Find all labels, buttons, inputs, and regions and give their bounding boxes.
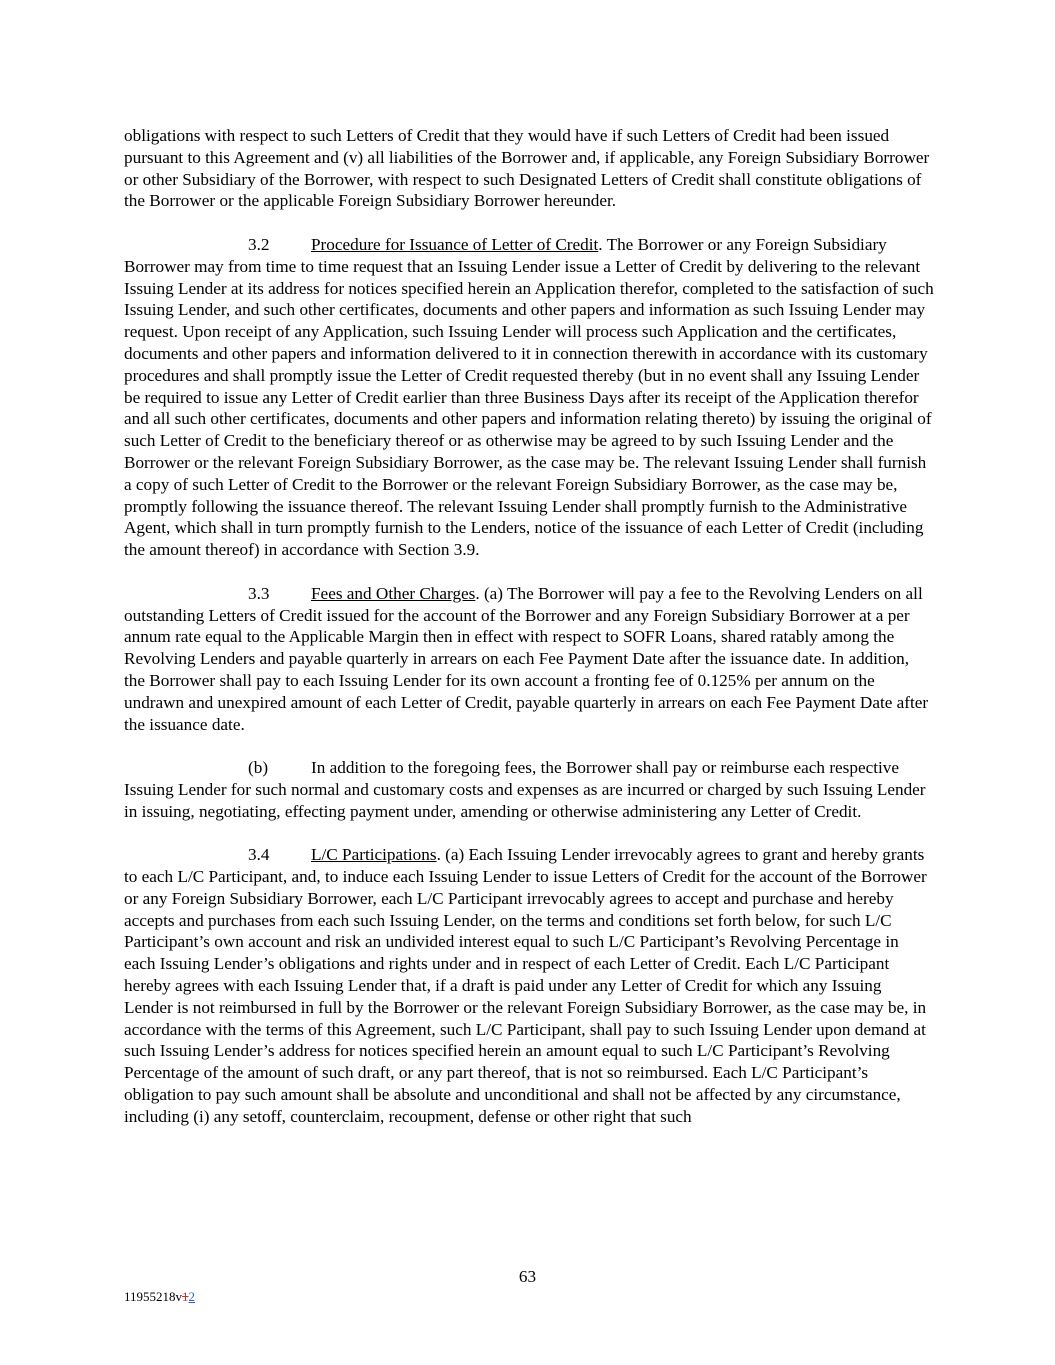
section-text: . (a) The Borrower will pay a fee to the Revolving Lenders on all outstanding Letters of Credit issued for the account of the Borrower and any Foreign Subsidiary Borrower at a per annum rate equal to the Applicable Margin then in effect with respect to SOFR Loans, shared ratably among the Revolving Lenders and payable quarterly in arrears on each Fee Payment Date after the issuance date. In addition, the Borrower shall pay to each Issuing Lender for its own account a fronting fee of 0.125% per annum on the undrawn and unexpired amount of each Letter of Credit, payable quarterly in arrears on each Fee Payment Date after the issuance date. bbox=[124, 583, 929, 734]
document-id bbox=[124, 1286, 195, 1308]
subsection-number: (b) bbox=[248, 758, 269, 778]
paragraph-continuation: obligations with respect to such Letters of Credit that they would have if such Letters of Credit had been issued pursuant to this Agreement and (v) all liabilities of the Borrower and, if applicable, any Foreign Subsidiary Borrower or other Subsidiary of the Borrower, with respect to such Designated Letters of Credit shall constitute obligations of the Borrower or the applicable Foreign Subsidiary Borrower hereunder. bbox=[124, 126, 930, 211]
section-3-2 bbox=[124, 234, 934, 561]
doc-id-deleted-version: 1 bbox=[182, 1289, 189, 1304]
section-number: 3.3 bbox=[248, 583, 270, 603]
doc-id-prefix: 11955218v bbox=[124, 1289, 183, 1304]
section-text: In addition to the foregoing fees, the Borrower shall pay or reimburse each respective Issuing Lender for such normal and customary costs and expenses as are incurred or charged by such Issuing Lender in issuing, negotiating, effecting payment under, amending or otherwise administering any Letter of Credit. bbox=[124, 758, 926, 821]
page-number: 63 bbox=[518, 1267, 537, 1286]
section-3-4 bbox=[124, 844, 934, 1127]
section-heading: Fees and Other Charges bbox=[311, 583, 476, 603]
section-3-3 bbox=[124, 583, 934, 736]
section-heading: L/C Participations bbox=[311, 845, 437, 865]
body-text bbox=[124, 125, 934, 1128]
section-3-3-b bbox=[124, 757, 934, 822]
section-text: . (a) Each Issuing Lender irrevocably agrees to grant and hereby grants to each L/C Participant, and, to induce each Issuing Lender to issue Letters of Credit for the account of the Borrower or any Foreign Subsidiary Borrower, each L/C Participant irrevocably agrees to accept and purchase and hereby accepts and purchases from each such Issuing Lender, on the terms and conditions set forth below, for such L/C Participant’s own account and risk an undivided interest equal to such L/C Participant’s Revolving Percentage in each Issuing Lender’s obligations and rights under and in respect of each Letter of Credit. Each L/C Participant hereby agrees with each Issuing Lender that, if a draft is paid under any Letter of Credit for which any Issuing Lender is not reimbursed in full by the Borrower or the relevant Foreign Subsidiary Borrower, as the case may be, in accordance with the terms of this Agreement, such L/C Participant, shall pay to such Issuing Lender upon demand at such Issuing Lender’s address for notices specified herein an amount equal to such L/C Participant’s Revolving Percentage of the amount of such draft, or any part thereof, that is not so reimbursed. Each L/C Participant’s obligation to pay such amount shall be absolute and unconditional and shall not be affected by any circumstance, including (i) any setoff, counterclaim, recoupment, defense or other right that such bbox=[124, 845, 927, 1126]
section-heading: Procedure for Issuance of Letter of Credit bbox=[311, 234, 599, 254]
section-number: 3.2 bbox=[248, 234, 270, 254]
doc-id-inserted-version: 2 bbox=[188, 1289, 196, 1304]
section-text: . The Borrower or any Foreign Subsidiary Borrower may from time to time request that an Issuing Lender issue a Letter of Credit by delivering to the relevant Issuing Lender at its address for notices specified herein an Application therefor, completed to the satisfaction of such Issuing Lender, and such other certificates, documents and other papers and information as such Issuing Lender may request. Upon receipt of any Application, such Issuing Lender will process such Application and the certificates, documents and other papers and information delivered to it in connection therewith in accordance with its customary procedures and shall promptly issue the Letter of Credit requested thereby (but in no event shall any Issuing Lender be required to issue any Letter of Credit earlier than three Business Days after its receipt of the Application therefor and all such other certificates, documents and other papers and information relating thereto) by issuing the original of such Letter of Credit to the beneficiary thereof or as otherwise may be agreed to by such Issuing Lender and the Borrower or the relevant Foreign Subsidiary Borrower, as the case may be. The relevant Issuing Lender shall furnish a copy of such Letter of Credit to the Borrower or the relevant Foreign Subsidiary Borrower, as the case may be, promptly following the issuance thereof. The relevant Issuing Lender shall promptly furnish to the Administrative Agent, which shall in turn promptly furnish to the Lenders, notice of the issuance of each Letter of Credit (including the amount thereof) in accordance with Section 3.9. bbox=[124, 234, 934, 560]
section-number: 3.4 bbox=[248, 845, 270, 865]
